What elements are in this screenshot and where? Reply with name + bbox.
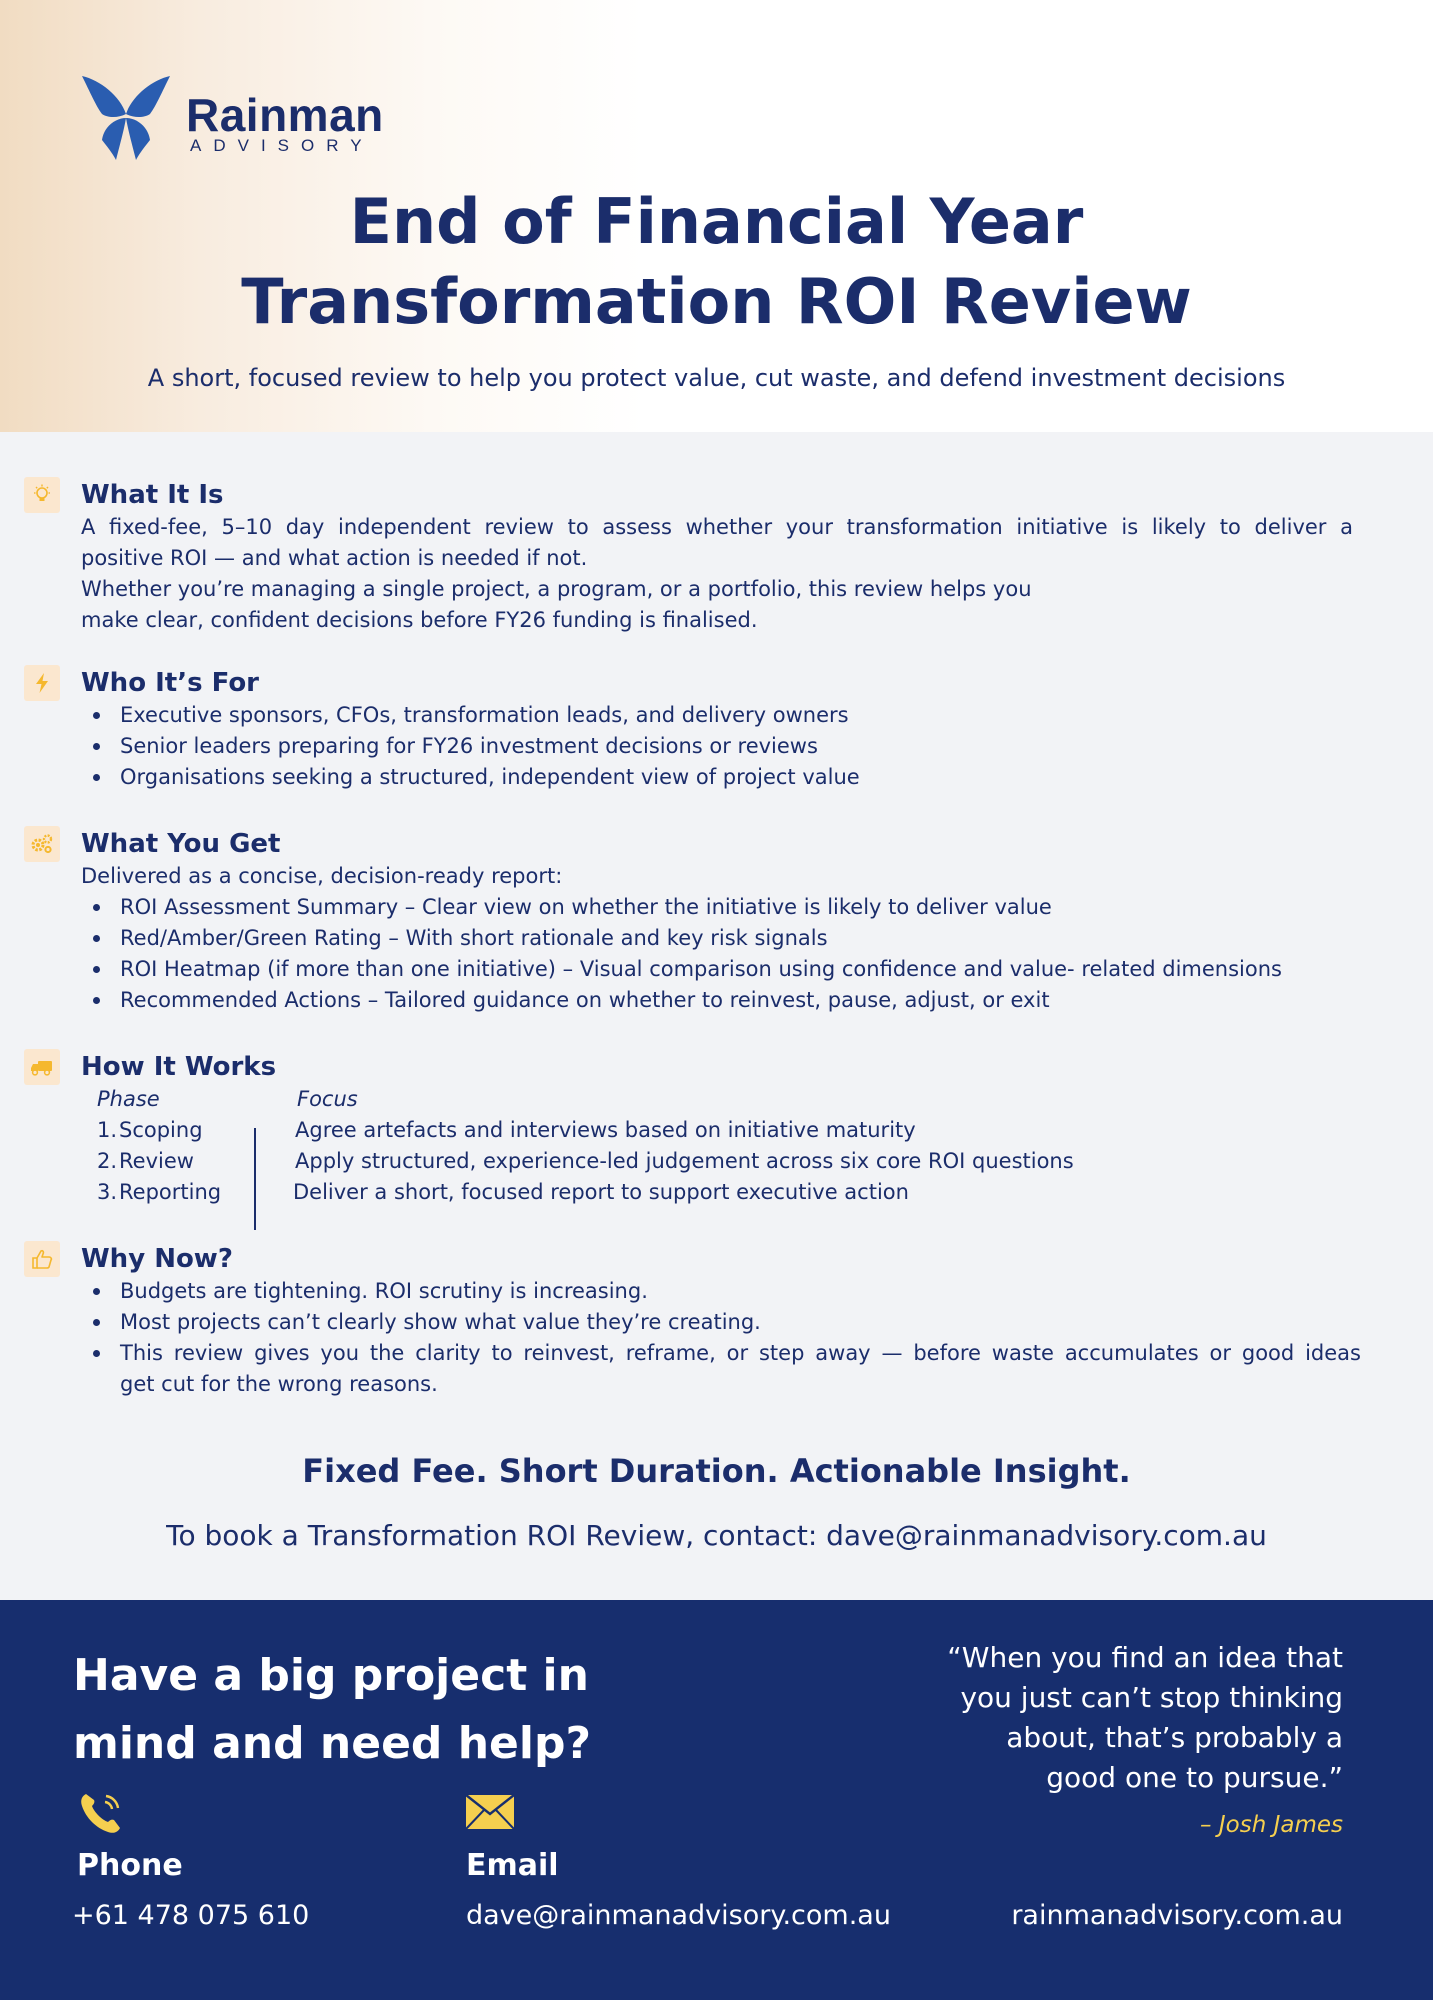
quote-line-1: “When you find an idea that xyxy=(947,1641,1343,1674)
why-now-list xyxy=(81,1276,1361,1400)
gears-icon xyxy=(24,826,60,862)
list-item: ROI Heatmap (if more than one initiative) – Visual comparison using confidence and value- related dimensions xyxy=(81,954,1361,985)
brand-name: Rainman xyxy=(186,89,384,141)
focus-header: Focus xyxy=(297,1087,358,1111)
quote-line-3: about, that’s probably a xyxy=(1006,1721,1343,1754)
email-label: Email xyxy=(466,1848,559,1883)
thumbs-up-icon xyxy=(24,1241,60,1277)
focus-column xyxy=(295,1084,1195,1208)
list-item: Budgets are tightening. ROI scrutiny is increasing. xyxy=(81,1276,1361,1307)
how-it-works-table xyxy=(81,1084,1281,1214)
logo xyxy=(80,74,440,166)
section-title: Why Now? xyxy=(81,1244,233,1274)
phone-icon xyxy=(78,1790,124,1840)
row-number: 2. xyxy=(97,1149,118,1173)
list-item: Senior leaders preparing for FY26 investment decisions or reviews xyxy=(81,731,1361,762)
cta-line-2: mind and need help? xyxy=(73,1718,591,1769)
section-title: What It Is xyxy=(81,480,224,510)
list-item: Executive sponsors, CFOs, transformation leads, and delivery owners xyxy=(81,700,1361,731)
phase-name: Reporting xyxy=(119,1180,222,1204)
phone-value[interactable]: +61 478 075 610 xyxy=(72,1900,310,1931)
section-title: How It Works xyxy=(81,1052,277,1082)
title-line-2: Transformation ROI Review xyxy=(241,265,1192,338)
list-item: Most projects can’t clearly show what value they’re creating. xyxy=(81,1307,1361,1338)
page-title xyxy=(0,182,1433,342)
focus-text: Agree artefacts and interviews based on initiative maturity xyxy=(295,1118,916,1142)
tagline: Fixed Fee. Short Duration. Actionable Insight. xyxy=(302,1452,1131,1490)
title-line-1: End of Financial Year xyxy=(349,185,1084,258)
cta-line-1: Have a big project in xyxy=(73,1650,589,1701)
focus-text: Deliver a short, focused report to support executive action xyxy=(293,1180,909,1204)
row-number: 3. xyxy=(97,1180,118,1204)
list-item xyxy=(81,1338,1361,1400)
lightning-icon xyxy=(24,665,60,701)
why-now-bullet-3-line-2: get cut for the wrong reasons. xyxy=(120,1372,438,1396)
brand-subtitle: ADVISORY xyxy=(190,136,374,155)
row-number: 1. xyxy=(97,1118,118,1142)
focus-text: Apply structured, experience-led judgement across six core ROI questions xyxy=(295,1149,1074,1173)
list-item: Organisations seeking a structured, independent view of project value xyxy=(81,762,1361,793)
what-it-is-line-3: Whether you’re managing a single project, a program, or a portfolio, this review helps you xyxy=(81,577,1032,601)
website-link[interactable]: rainmanadvisory.com.au xyxy=(1011,1900,1343,1931)
why-now-bullet-3-line-1: This review gives you the clarity to reinvest, reframe, or step away — before waste accumulates or good ideas xyxy=(120,1341,1361,1365)
what-it-is-line-2: positive ROI — and what action is needed if not. xyxy=(81,546,588,570)
what-it-is-line-4: make clear, confident decisions before FY26 funding is finalised. xyxy=(81,608,758,632)
truck-icon xyxy=(24,1049,60,1085)
table-row xyxy=(97,1177,257,1208)
quote-line-4: good one to pursue.” xyxy=(1046,1761,1343,1794)
footer-cta xyxy=(73,1642,591,1778)
butterfly-logo-icon xyxy=(80,74,172,160)
quote xyxy=(863,1638,1343,1798)
content-area xyxy=(0,432,1433,1600)
page-subtitle: A short, focused review to help you protect value, cut waste, and defend investment decisions xyxy=(147,364,1286,392)
quote-line-2: you just can’t stop thinking xyxy=(960,1681,1343,1714)
what-you-get-intro: Delivered as a concise, decision-ready report: xyxy=(81,864,563,888)
header xyxy=(0,0,1433,432)
phase-column xyxy=(97,1084,257,1208)
lightbulb-icon xyxy=(24,477,60,513)
phase-name: Review xyxy=(119,1149,194,1173)
phase-header: Phase xyxy=(97,1087,160,1111)
phone-label: Phone xyxy=(77,1848,183,1883)
column-divider xyxy=(254,1128,256,1230)
envelope-icon xyxy=(465,1794,515,1834)
table-row xyxy=(97,1146,257,1177)
section-title: Who It’s For xyxy=(81,668,260,698)
section-title: What You Get xyxy=(81,829,281,859)
list-item: ROI Assessment Summary – Clear view on whether the initiative is likely to deliver value xyxy=(81,892,1361,923)
who-its-for-list xyxy=(81,700,1361,793)
list-item: Red/Amber/Green Rating – With short rationale and key risk signals xyxy=(81,923,1361,954)
booking-contact[interactable]: To book a Transformation ROI Review, contact: dave@rainmanadvisory.com.au xyxy=(166,1519,1267,1552)
list-item: Recommended Actions – Tailored guidance on whether to reinvest, pause, adjust, or exit xyxy=(81,985,1361,1016)
what-it-is-text xyxy=(81,512,1353,636)
what-you-get-list xyxy=(81,892,1361,1016)
what-it-is-line-1: A fixed-fee, 5–10 day independent review to assess whether your transformation initiative is likely to deliver a xyxy=(81,515,1353,539)
email-value[interactable]: dave@rainmanadvisory.com.au xyxy=(466,1900,891,1931)
phase-name: Scoping xyxy=(119,1118,203,1142)
footer xyxy=(0,1600,1433,2000)
quote-author: – Josh James xyxy=(1200,1812,1343,1838)
table-row xyxy=(97,1115,257,1146)
